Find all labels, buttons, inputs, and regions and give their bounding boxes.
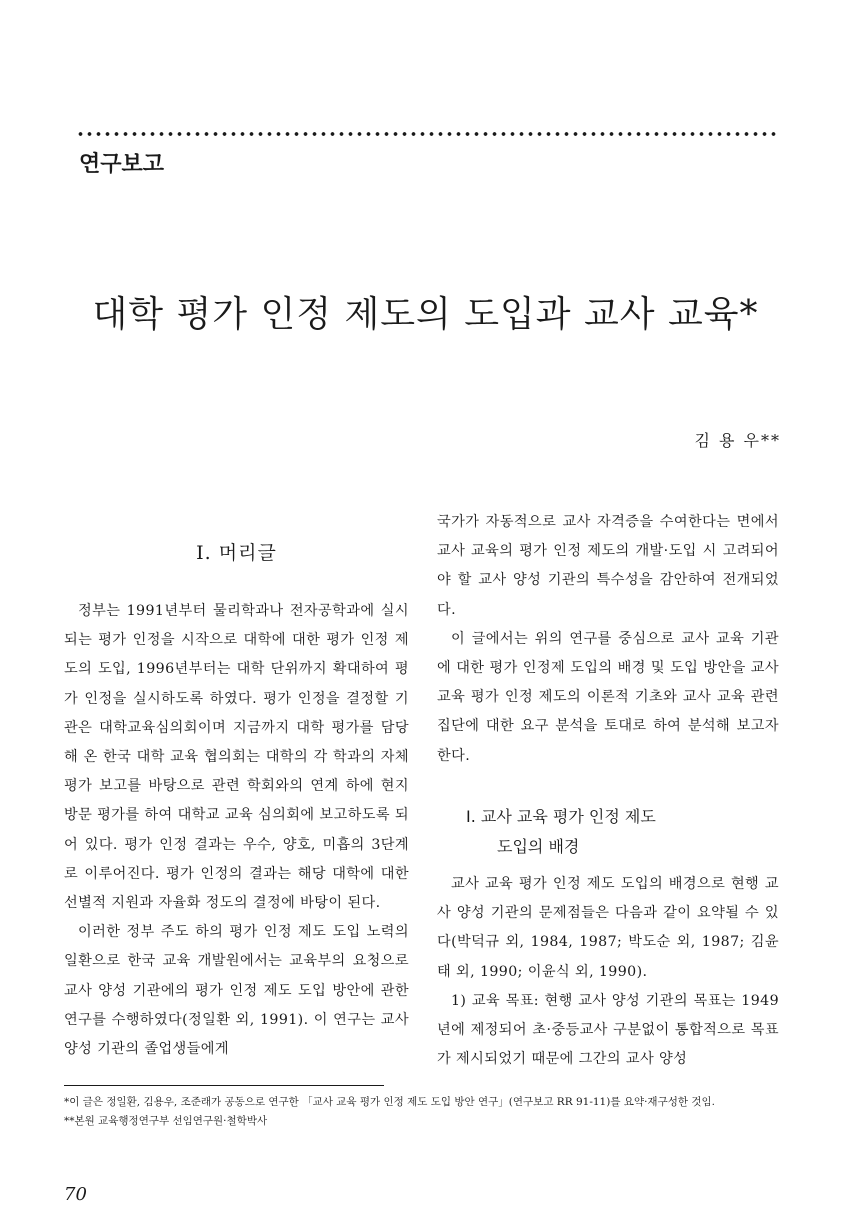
paragraph: 정부는 1991년부터 물리학과나 전자공학과에 실시되는 평가 인정을 시작으로 대학에 대한 평가 인정 제도의 도입, 1996년부터는 대학 단위까지 확대하여 평가 인정을 실시하도록 하였다. 평가 인정을 결정할 기관은 대학교육심의회이며 지금까지 대학 평가를 담당해 온 한국 대학 교육 협의회는 대학의 각 학과의 자체 평가 보고를 바탕으로 관련 학회와의 연계 하에 현지 방문 평가를 하여 대학교 교육 심의회에 보고하도록 되어 있다. 평가 인정 결과는 우수, 양호, 미흡의 3단계로 이루어진다. 평가 인정의 결과는 해당 대학에 대한 선별적 지원과 자율화 정도의 결정에 바탕이 된다. xyxy=(64,603,409,912)
paragraph: 1) 교육 목표: 현행 교사 양성 기관의 목표는 1949년에 제정되어 초·중등교사 구분없이 통합적으로 목표가 제시되었기 때문에 그간의 교사 양성 xyxy=(437,992,779,1068)
left-column xyxy=(64,597,409,1064)
right-column-bottom xyxy=(437,870,779,1074)
right-column-top xyxy=(437,508,779,771)
footnote: *이 글은 정일환, 김용우, 조준래가 공동으로 연구한 「교사 교육 평가 인정 제도 도입 방안 연구」(연구보고 RR 91-11)를 요약·재구성한 것임. xyxy=(64,1096,715,1108)
paragraph: 교사 교육 평가 인정 제도 도입의 배경으로 현행 교사 양성 기관의 문제점들은 다음과 같이 요약될 수 있다(박덕규 외, 1984, 1987; 박도순 외, 1987; 김윤태 외, 1990; 이윤식 외, 1990). xyxy=(437,876,779,980)
footnotes xyxy=(64,1093,780,1131)
article-title: 대학 평가 인정 제도의 도입과 교사 교육* xyxy=(92,294,759,335)
paragraph: 이 글에서는 위의 연구를 중심으로 교사 교육 기관에 대한 평가 인정제 도입의 배경 및 도입 방안을 교사 교육 평가 인정 제도의 이론적 기초와 교사 교육 관련 집단에 대한 요구 분석을 토대로 하여 분석해 보고자 한다. xyxy=(437,630,779,764)
page-number: 70 xyxy=(64,1184,87,1205)
dotted-rule xyxy=(76,131,778,137)
section-heading-line: Ⅰ. 교사 교육 평가 인정 제도 xyxy=(466,807,656,826)
footnote: **본원 교육행정연구부 선임연구원·철학박사 xyxy=(64,1115,268,1127)
section-heading-background xyxy=(466,802,766,862)
category-label: 연구보고 xyxy=(79,152,165,177)
paragraph: 이러한 정부 주도 하의 평가 인정 제도 도입 노력의 일환으로 한국 교육 개발원에서는 교육부의 요청으로 교사 양성 기관에의 평가 인정 제도 도입 방안에 관한 연구를 수행하였다(정일환 외, 1991). 이 연구는 교사 양성 기관의 졸업생들에게 xyxy=(64,924,409,1058)
author-name: 김 용 우** xyxy=(694,431,781,450)
paragraph: 국가가 자동적으로 교사 자격증을 수여한다는 면에서 교사 교육의 평가 인정 제도의 개발·도입 시 고려되어야 할 교사 양성 기관의 특수성을 감안하여 전개되었다. xyxy=(437,514,779,618)
section-heading-line: 도입의 배경 xyxy=(497,837,580,856)
section-heading-intro: I. 머리글 xyxy=(196,542,277,564)
footnote-rule xyxy=(64,1085,384,1086)
